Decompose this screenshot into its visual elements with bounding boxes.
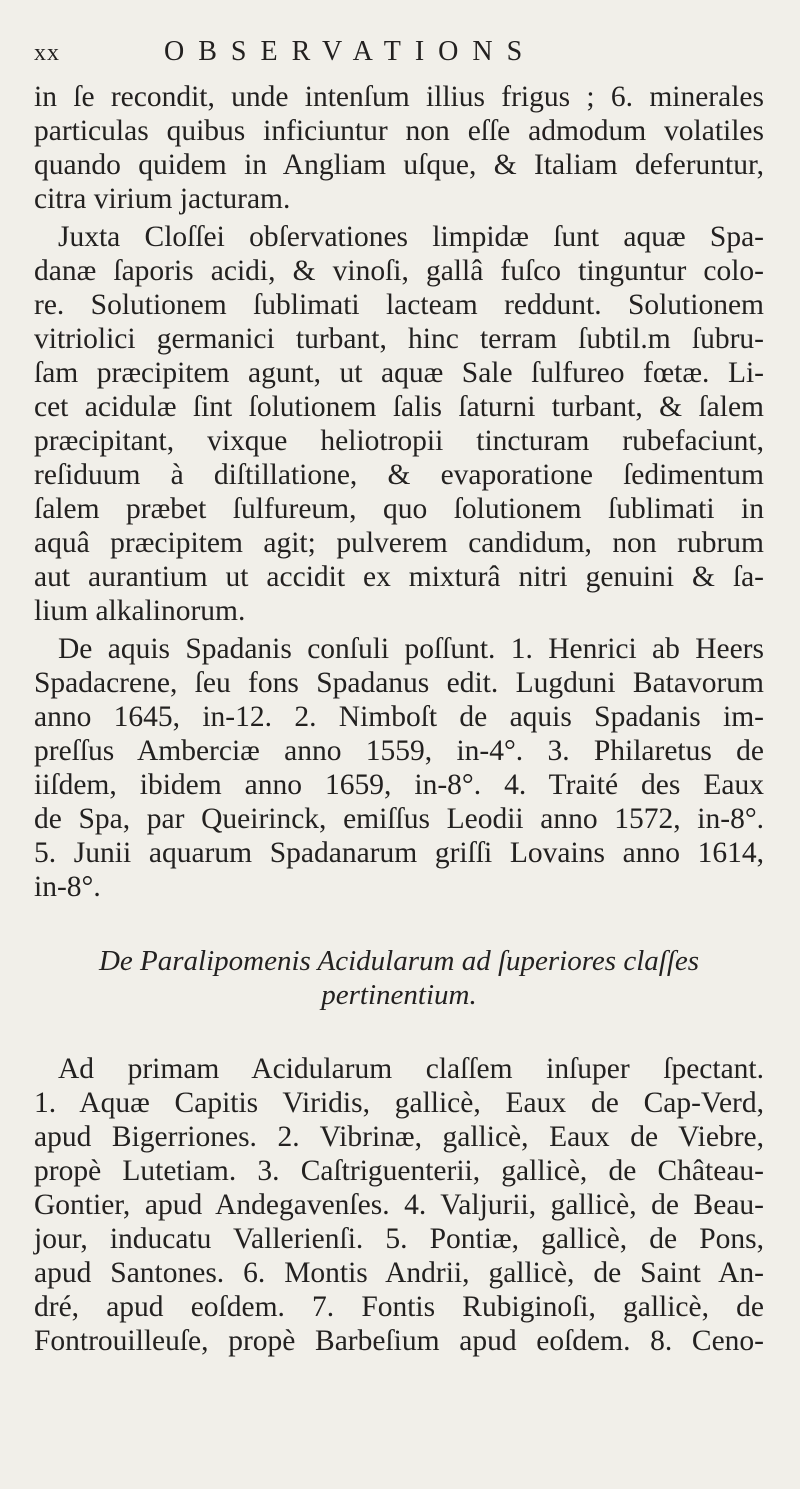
text-line: particulas quibus inficiuntur non eſſe admodum volatiles: [34, 115, 764, 147]
text-line: in ſe recondit, unde intenſum illius frigus ; 6. minerales: [34, 81, 764, 113]
text-line: apud Bigerriones. 2. Vibrinæ, gallicè, Eaux de Viebre,: [34, 1121, 764, 1153]
text-line: vitriolici germanici turbant, hinc terram ſubtil.m ſubru-: [34, 323, 764, 355]
text-line: Gontier, apud Andegavenſes. 4. Valjurii, gallicè, de Beau-: [34, 1189, 764, 1221]
text-line: 5. Junii aquarum Spadanarum griſſi Lovains anno 1614,: [34, 837, 764, 869]
paragraph-3: [34, 632, 764, 904]
text-line: cet acidulæ ſint ſolutionem ſalis ſaturni turbant, & ſalem: [34, 391, 764, 423]
text-line: 1. Aquæ Capitis Viridis, gallicè, Eaux de Cap-Verd,: [34, 1087, 764, 1119]
text-line: propè Lutetiam. 3. Caſtriguenterii, gallicè, de Château-: [34, 1155, 764, 1187]
page-number: xx: [34, 40, 60, 66]
text-line: re. Solutionem ſublimati lacteam reddunt. Solutionem: [34, 289, 764, 321]
text-line: iiſdem, ibidem anno 1659, in-8°. 4. Traité des Eaux: [34, 769, 764, 801]
heading-line: De Paralipomenis Acidularum ad ſuperiores claſſes: [98, 945, 700, 977]
running-head: OBSERVATIONS: [164, 36, 537, 67]
text-line: danæ ſaporis acidi, & vinoſi, gallâ fuſco tinguntur colo-: [34, 255, 764, 287]
text-line: ſam præcipitem agunt, ut aquæ Sale ſulfureo fœtæ. Li-: [34, 357, 764, 389]
page-header: [34, 36, 764, 80]
text-line: jour, inducatu Vallerienſi. 5. Pontiæ, gallicè, de Pons,: [34, 1223, 764, 1255]
paragraph-1: [34, 80, 764, 216]
text-line: præcipitant, vixque heliotropii tincturam rubefaciunt,: [34, 425, 764, 457]
text-line: citra virium jacturam.: [34, 183, 291, 215]
text-line: aquâ præcipitem agit; pulverem candidum, non rubrum: [34, 527, 764, 559]
text-line: in-8°.: [34, 871, 101, 903]
paragraph-2: [34, 220, 764, 628]
text-line: quando quidem in Angliam uſque, & Italiam deferuntur,: [34, 149, 764, 181]
text-line: ſalem præbet ſulfureum, quo ſolutionem ſublimati in: [34, 493, 764, 525]
text-line: aut aurantium ut accidit ex mixturâ nitri genuini & ſa-: [34, 561, 764, 593]
text-line: Spadacrene, ſeu fons Spadanus edit. Lugduni Batavorum: [34, 667, 764, 699]
text-line: lium alkalinorum.: [34, 595, 246, 627]
heading-line: pertinentium.: [321, 979, 477, 1011]
text-line: dré, apud eoſdem. 7. Fontis Rubiginoſi, gallicè, de: [34, 1291, 764, 1323]
text-line: apud Santones. 6. Montis Andrii, gallicè, de Saint An-: [34, 1257, 764, 1289]
paragraph-4: [34, 1052, 764, 1358]
text-line: reſiduum à diſtillatione, & evaporatione ſedimentum: [34, 459, 764, 491]
text-line: Ad primam Acidularum claſſem inſuper ſpectant.: [58, 1053, 764, 1085]
text-line: De aquis Spadanis conſuli poſſunt. 1. Henrici ab Heers: [58, 633, 764, 665]
text-line: Fontrouilleuſe, propè Barbeſium apud eoſdem. 8. Ceno-: [34, 1325, 764, 1357]
section-heading: [34, 944, 764, 1012]
text-line: de Spa, par Queirinck, emiſſus Leodii anno 1572, in-8°.: [34, 803, 764, 835]
text-line: preſſus Amberciæ anno 1559, in-4°. 3. Philaretus de: [34, 735, 764, 767]
text-line: anno 1645, in-12. 2. Nimboſt de aquis Spadanis im-: [34, 701, 764, 733]
text-line: Juxta Cloſſei obſervationes limpidæ ſunt aquæ Spa-: [58, 221, 764, 253]
